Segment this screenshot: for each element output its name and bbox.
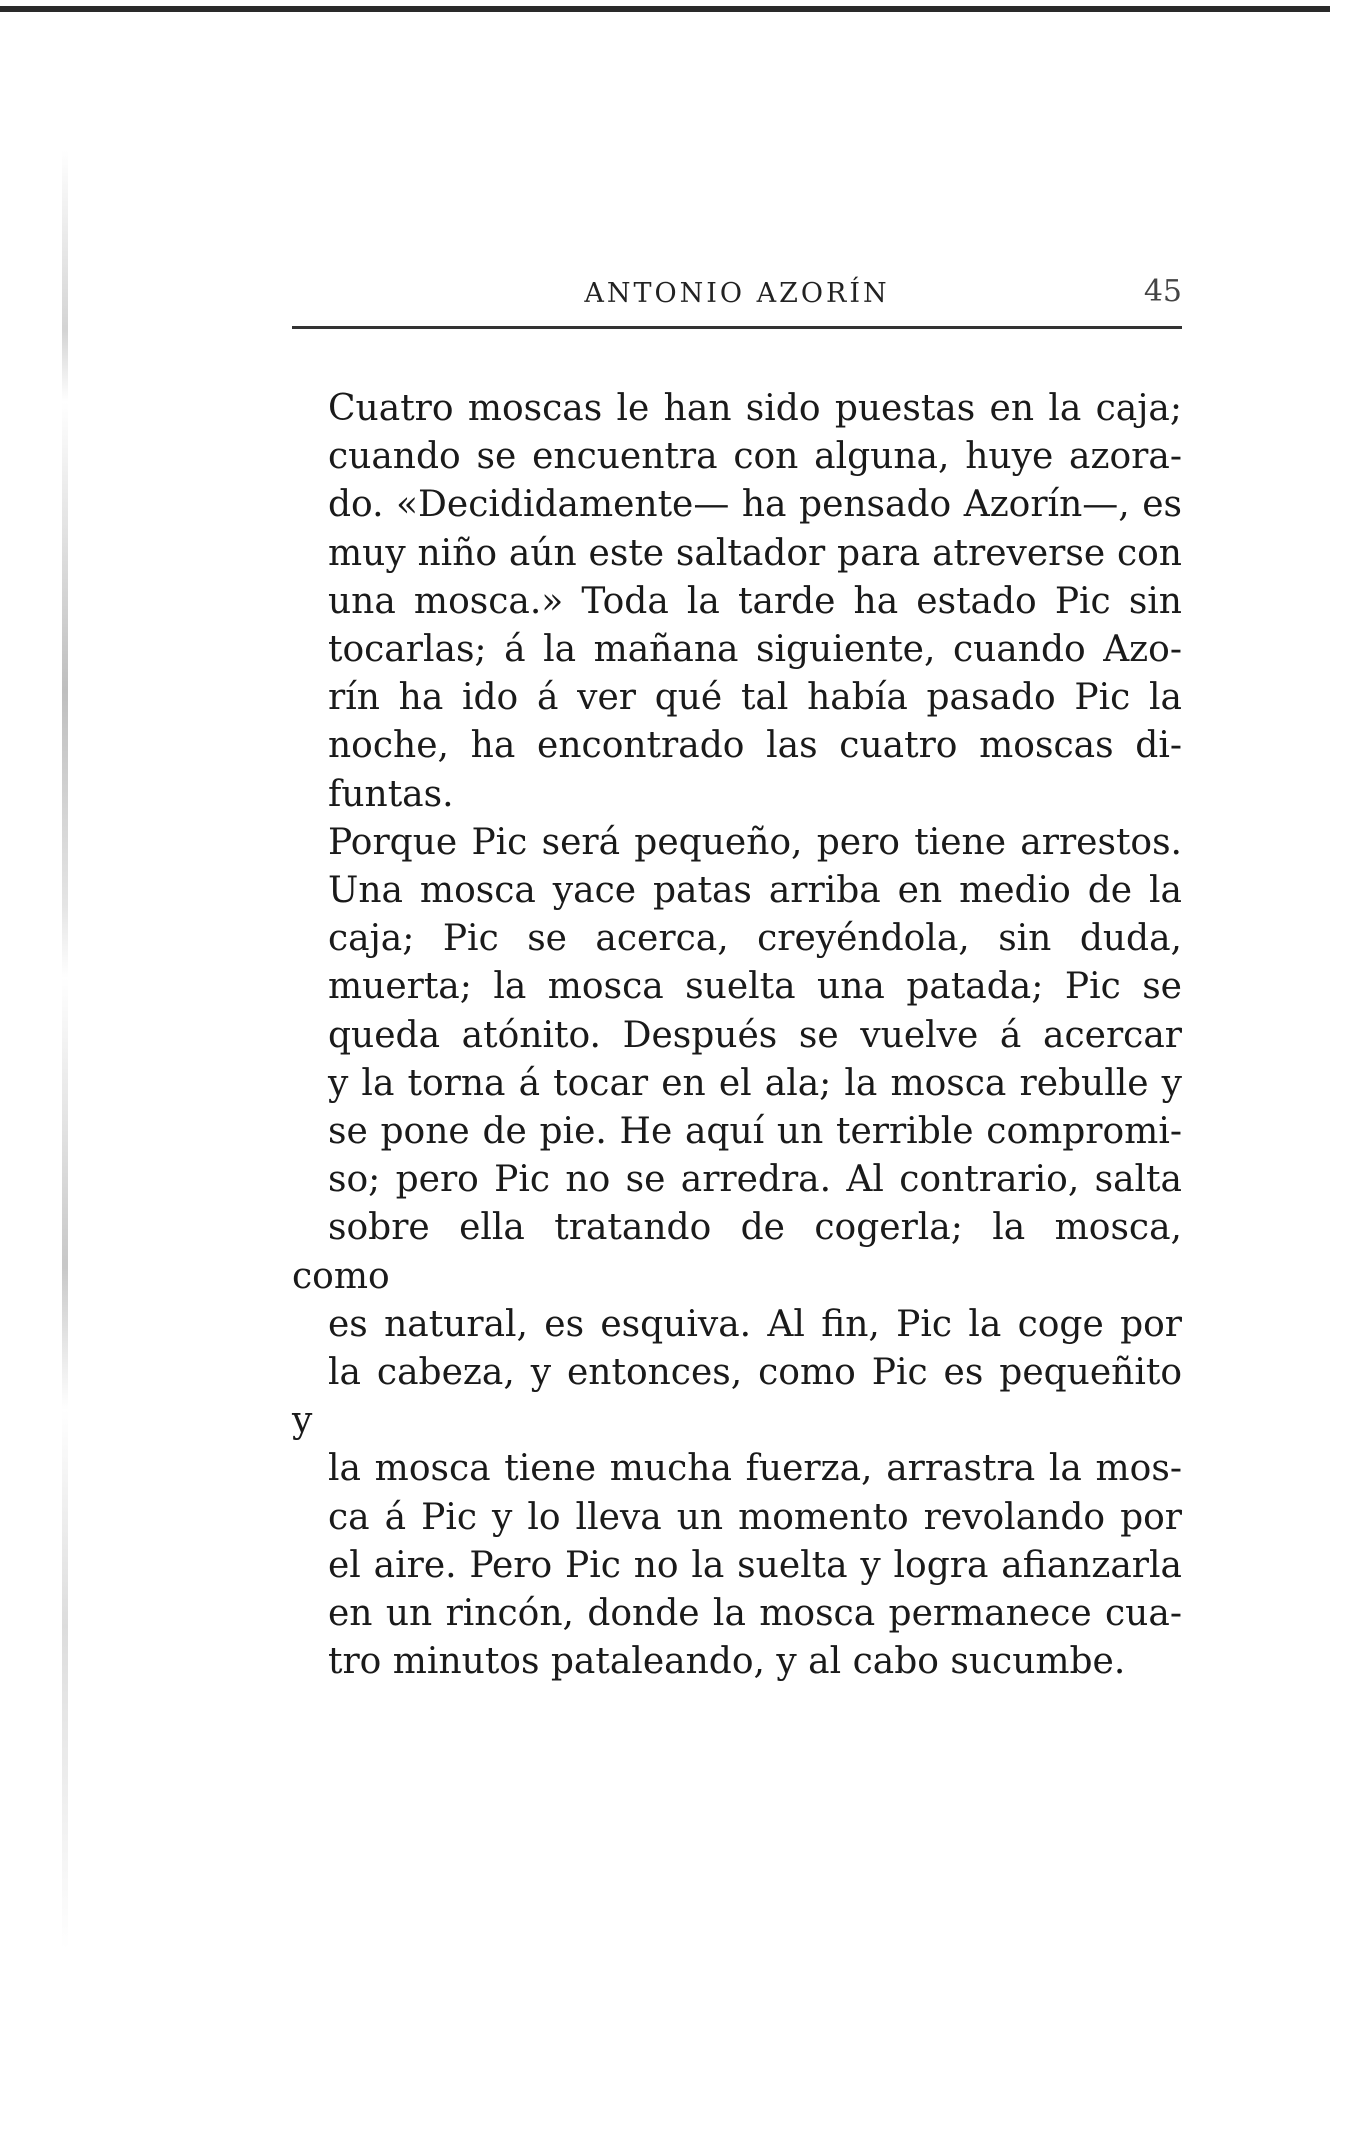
text-line: se pone de pie. He aquí un terrible compromi- <box>328 1111 1182 1153</box>
page-header <box>292 270 1182 330</box>
text-line: y la torna á tocar en el ala; la mosca rebulle y <box>328 1062 1182 1104</box>
text-line: so; pero Pic no se arredra. Al contrario, salta <box>328 1159 1182 1201</box>
header-rule <box>292 326 1182 329</box>
text-line: sobre ella tratando de cogerla; la mosca, como <box>292 1207 1182 1297</box>
text-line: funtas. <box>328 773 454 815</box>
body-text <box>292 385 1182 1686</box>
text-line: do. «Decididamente— ha pensado Azorín—, es <box>328 484 1182 526</box>
text-line: queda atónito. Después se vuelve á acercar <box>328 1014 1182 1056</box>
text-line: tro minutos pataleando, y al cabo sucumbe. <box>328 1641 1126 1683</box>
text-line: ca á Pic y lo lleva un momento revolando por <box>328 1496 1182 1538</box>
text-line: en un rincón, donde la mosca permanece cua- <box>328 1593 1182 1635</box>
text-line: Una mosca yace patas arriba en medio de la <box>328 870 1182 912</box>
page-binding-edge <box>62 150 68 1950</box>
text-line: muy niño aún este saltador para atreverse con <box>328 532 1182 574</box>
text-line: cuando se encuentra con alguna, huye azora- <box>328 436 1182 478</box>
text-line: caja; Pic se acerca, creyéndola, sin duda, <box>328 918 1182 960</box>
running-head: ANTONIO AZORÍN <box>584 278 890 309</box>
top-edge-rule <box>0 6 1330 12</box>
text-line: noche, ha encontrado las cuatro moscas di- <box>328 725 1182 767</box>
text-line: es natural, es esquiva. Al fin, Pic la coge por <box>328 1303 1182 1345</box>
text-line: tocarlas; á la mañana siguiente, cuando Azo- <box>328 629 1182 671</box>
text-line: muerta; la mosca suelta una patada; Pic se <box>328 966 1182 1008</box>
paragraph <box>292 385 1182 819</box>
page-number: 45 <box>1143 274 1182 309</box>
text-line: una mosca.» Toda la tarde ha estado Pic sin <box>328 580 1182 622</box>
text-line: Porque Pic será pequeño, pero tiene arrestos. <box>328 821 1182 863</box>
text-line: la mosca tiene mucha fuerza, arrastra la mos- <box>328 1448 1182 1490</box>
text-line: el aire. Pero Pic no la suelta y logra afianzarla <box>328 1544 1182 1586</box>
text-line: Cuatro moscas le han sido puestas en la caja; <box>328 388 1182 429</box>
text-line: la cabeza, y entonces, como Pic es pequeñito y <box>292 1352 1182 1442</box>
text-line: rín ha ido á ver qué tal había pasado Pic la <box>328 677 1182 719</box>
paragraph <box>292 819 1182 1687</box>
